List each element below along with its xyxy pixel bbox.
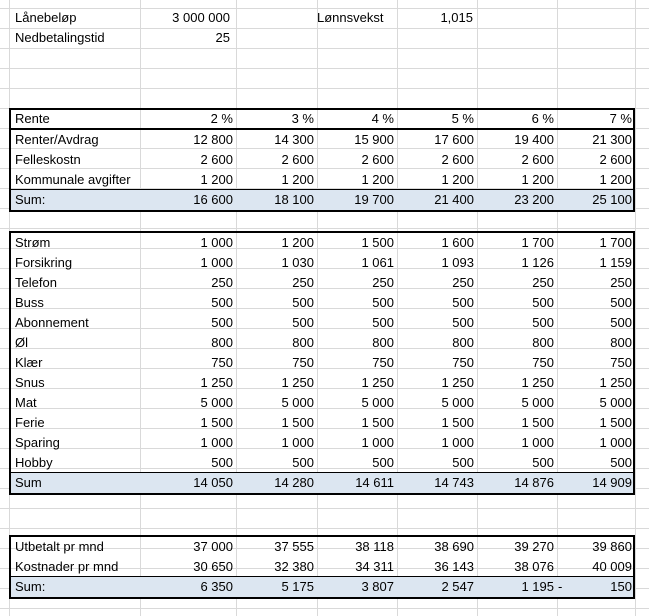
table2-row-cell[interactable]: 1 500 xyxy=(361,415,394,430)
table2-sum-cell[interactable]: 14 909 xyxy=(592,475,632,490)
gridline-horizontal xyxy=(0,88,649,89)
table2-row-cell[interactable]: 1 500 xyxy=(599,415,632,430)
table2-row-cell[interactable]: 750 xyxy=(372,355,394,370)
table2-row-cell[interactable]: 500 xyxy=(211,455,233,470)
gridline-horizontal xyxy=(0,228,649,229)
table2-row-cell[interactable]: 5 000 xyxy=(599,395,632,410)
table2-row-cell[interactable]: 800 xyxy=(452,335,474,350)
table2-row-cell[interactable]: 250 xyxy=(452,275,474,290)
table2-row-cell[interactable]: 1 250 xyxy=(361,375,394,390)
table2-row-cell[interactable]: 500 xyxy=(292,295,314,310)
rate-header-cell[interactable]: 2 % xyxy=(210,111,233,126)
table2-sum-label[interactable]: Sum xyxy=(15,475,42,490)
wage-growth-label[interactable]: Lønnsvekst xyxy=(317,10,384,25)
table2-row-cell[interactable]: 500 xyxy=(610,295,632,310)
table2-row-cell[interactable]: 5 000 xyxy=(361,395,394,410)
table3-row-cell[interactable]: 36 143 xyxy=(434,559,474,574)
table2-sum-cell[interactable]: 14 050 xyxy=(193,475,233,490)
table2-row-cell[interactable]: 800 xyxy=(532,335,554,350)
table2-row-cell[interactable]: 5 000 xyxy=(441,395,474,410)
table1-sum-cell[interactable]: 21 400 xyxy=(434,192,474,207)
table2-row-cell[interactable]: 1 000 xyxy=(200,255,233,270)
rate-header-cell[interactable]: 4 % xyxy=(371,111,394,126)
gridline-horizontal xyxy=(0,608,649,609)
table2-row-cell[interactable]: 1 000 xyxy=(521,435,554,450)
table3-row-cell[interactable]: 32 380 xyxy=(274,559,314,574)
table3-row-cell[interactable]: 38 118 xyxy=(355,539,394,554)
table2-row-label[interactable]: Klær xyxy=(15,355,43,370)
table2-row-cell[interactable]: 1 000 xyxy=(441,435,474,450)
table2-row-cell[interactable]: 800 xyxy=(292,335,314,350)
table2-row-cell[interactable]: 750 xyxy=(532,355,554,370)
table2-row-label[interactable]: Abonnement xyxy=(15,315,89,330)
table2-row-label[interactable]: Strøm xyxy=(15,235,51,250)
rate-header-cell[interactable]: 3 % xyxy=(291,111,314,126)
table1-row-label[interactable]: Kommunale avgifter xyxy=(15,172,131,187)
table2-row-cell[interactable]: 1 000 xyxy=(200,235,233,250)
table2-row-cell[interactable]: 500 xyxy=(292,455,314,470)
term-value[interactable]: 25 xyxy=(215,30,230,45)
table3-row-cell[interactable]: 38 076 xyxy=(514,559,554,574)
table2-row-cell[interactable]: 1 000 xyxy=(361,435,394,450)
rate-header-cell[interactable]: 6 % xyxy=(531,111,554,126)
table2-row-cell[interactable]: 1 126 xyxy=(521,255,554,270)
rate-header-cell[interactable]: 7 % xyxy=(609,111,632,126)
table2-row-cell[interactable]: 500 xyxy=(532,455,554,470)
table2-row-label[interactable]: Øl xyxy=(15,335,28,350)
table2-row-cell[interactable]: 1 250 xyxy=(441,375,474,390)
table1-row-cell[interactable]: 2 600 xyxy=(521,152,554,167)
table1-row-cell[interactable]: 19 400 xyxy=(514,132,554,147)
table2-row-label[interactable]: Mat xyxy=(15,395,37,410)
table1-row-cell[interactable]: 1 200 xyxy=(200,172,233,187)
table2-row-cell[interactable]: 250 xyxy=(372,275,394,290)
table2-row-cell[interactable]: 500 xyxy=(372,295,394,310)
table2-row-label[interactable]: Forsikring xyxy=(15,255,73,270)
table1-row-label[interactable]: Felleskostn xyxy=(15,152,81,167)
table3-row-cell[interactable]: 38 690 xyxy=(434,539,474,554)
table1-sum-cell[interactable]: 18 100 xyxy=(274,192,314,207)
table3-sum-cell[interactable]: 3 807 xyxy=(361,579,394,594)
table1-row-cell[interactable]: 2 600 xyxy=(361,152,394,167)
table3-sum-cell[interactable]: 6 350 xyxy=(200,579,233,594)
table2-row-cell[interactable]: 250 xyxy=(610,275,632,290)
table2-row-cell[interactable]: 1 700 xyxy=(521,235,554,250)
gridline-horizontal xyxy=(0,68,649,69)
table1-row-cell[interactable]: 1 200 xyxy=(281,172,314,187)
table2-row-cell[interactable]: 250 xyxy=(292,275,314,290)
gridline-horizontal xyxy=(0,508,649,509)
table3-row-cell[interactable]: 34 311 xyxy=(355,559,394,574)
table1-sum-label[interactable]: Sum: xyxy=(15,192,46,207)
table1-row-cell[interactable]: 1 200 xyxy=(599,172,632,187)
table2-row-cell[interactable]: 500 xyxy=(532,295,554,310)
table2-row-cell[interactable]: 1 500 xyxy=(281,415,314,430)
loan-label[interactable]: Lånebeløp xyxy=(15,10,77,25)
table2-sum-cell[interactable]: 14 743 xyxy=(434,475,474,490)
table1-row-cell[interactable]: 2 600 xyxy=(441,152,474,167)
table2-row-cell[interactable]: 5 000 xyxy=(200,395,233,410)
table2-row-cell[interactable]: 1 093 xyxy=(441,255,474,270)
table2-row-cell[interactable]: 1 250 xyxy=(599,375,632,390)
table2-row-cell[interactable]: 1 250 xyxy=(521,375,554,390)
table2-sum-cell[interactable]: 14 611 xyxy=(355,475,394,490)
table1-row-cell[interactable]: 15 900 xyxy=(354,132,394,147)
table2-row-cell[interactable]: 750 xyxy=(452,355,474,370)
table2-row-cell[interactable]: 1 061 xyxy=(361,255,394,270)
table2-row-cell[interactable]: 500 xyxy=(452,455,474,470)
table3-sum-cell[interactable]: 150 xyxy=(610,579,632,594)
table2-row-cell[interactable]: 500 xyxy=(610,315,632,330)
table2-row-cell[interactable]: 1 250 xyxy=(281,375,314,390)
table1-row-cell[interactable]: 1 200 xyxy=(361,172,394,187)
table2-row-cell[interactable]: 500 xyxy=(372,315,394,330)
wage-growth-value[interactable]: 1,015 xyxy=(440,10,473,25)
table2-row-label[interactable]: Telefon xyxy=(15,275,57,290)
table2-row-cell[interactable]: 1 500 xyxy=(200,415,233,430)
table3-sum-label[interactable]: Sum: xyxy=(15,579,46,594)
negative-sign: - xyxy=(558,579,563,594)
table2-row-cell[interactable]: 1 000 xyxy=(281,435,314,450)
table3-row-cell[interactable]: 39 270 xyxy=(514,539,554,554)
table2-row-cell[interactable]: 1 159 xyxy=(599,255,632,270)
table3-row-cell[interactable]: 30 650 xyxy=(193,559,233,574)
table1-row-cell[interactable]: 14 300 xyxy=(274,132,314,147)
table3-row-cell[interactable]: 37 000 xyxy=(193,539,233,554)
table1-sum-cell[interactable]: 16 600 xyxy=(193,192,233,207)
table2-row-cell[interactable]: 500 xyxy=(211,295,233,310)
table2-row-cell[interactable]: 250 xyxy=(211,275,233,290)
table2-row-label[interactable]: Buss xyxy=(15,295,44,310)
table1-row-cell[interactable]: 17 600 xyxy=(434,132,474,147)
table2-row-label[interactable]: Snus xyxy=(15,375,45,390)
table2-row-cell[interactable]: 1 500 xyxy=(361,235,394,250)
table1-row-cell[interactable]: 21 300 xyxy=(592,132,632,147)
table2-row-cell[interactable]: 750 xyxy=(211,355,233,370)
table2-row-cell[interactable]: 500 xyxy=(211,315,233,330)
table2-row-cell[interactable]: 500 xyxy=(452,295,474,310)
table2-sum-cell[interactable]: 14 876 xyxy=(514,475,554,490)
table2-row-cell[interactable]: 1 500 xyxy=(441,415,474,430)
table3-row-cell[interactable]: 37 555 xyxy=(274,539,314,554)
table2-sum-cell[interactable]: 14 280 xyxy=(274,475,314,490)
table2-row-label[interactable]: Hobby xyxy=(15,455,53,470)
table2-row-cell[interactable]: 5 000 xyxy=(521,395,554,410)
loan-value[interactable]: 3 000 000 xyxy=(172,10,230,25)
gridline-horizontal xyxy=(0,48,649,49)
table2-row-cell[interactable]: 1 200 xyxy=(281,235,314,250)
table1-sum-cell[interactable]: 19 700 xyxy=(354,192,394,207)
table3-sum-cell[interactable]: 2 547 xyxy=(441,579,474,594)
table2-row-cell[interactable]: 500 xyxy=(372,455,394,470)
table1-row-cell[interactable]: 2 600 xyxy=(599,152,632,167)
table3-row-cell[interactable]: 39 860 xyxy=(592,539,632,554)
table2-row-cell[interactable]: 5 000 xyxy=(281,395,314,410)
table1-row-cell[interactable]: 1 200 xyxy=(521,172,554,187)
table2-row-cell[interactable]: 1 250 xyxy=(200,375,233,390)
gridline-horizontal xyxy=(0,528,649,529)
table1-sum-cell[interactable]: 25 100 xyxy=(592,192,632,207)
table3-sum-cell[interactable]: 1 195 xyxy=(521,579,554,594)
table1-row-label[interactable]: Renter/Avdrag xyxy=(15,132,99,147)
table2-row-cell[interactable]: 500 xyxy=(292,315,314,330)
table1-sum-cell[interactable]: 23 200 xyxy=(514,192,554,207)
table2-row-cell[interactable]: 800 xyxy=(610,335,632,350)
table3-row-label[interactable]: Kostnader pr mnd xyxy=(15,559,119,574)
table1-row-cell[interactable]: 1 200 xyxy=(441,172,474,187)
table2-row-label[interactable]: Sparing xyxy=(15,435,60,450)
table3-row-label[interactable]: Utbetalt pr mnd xyxy=(15,539,104,554)
table2-row-cell[interactable]: 500 xyxy=(452,315,474,330)
table2-row-cell[interactable]: 1 600 xyxy=(441,235,474,250)
table2-row-cell[interactable]: 500 xyxy=(610,455,632,470)
table2-row-cell[interactable]: 1 500 xyxy=(521,415,554,430)
table2-row-cell[interactable]: 750 xyxy=(292,355,314,370)
table2-row-cell[interactable]: 1 000 xyxy=(200,435,233,450)
table3-sum-cell[interactable]: 5 175 xyxy=(281,579,314,594)
table2-row-cell[interactable]: 750 xyxy=(610,355,632,370)
table1-row-cell[interactable]: 2 600 xyxy=(200,152,233,167)
table2-row-cell[interactable]: 1 030 xyxy=(281,255,314,270)
table2-row-cell[interactable]: 1 700 xyxy=(599,235,632,250)
table2-row-label[interactable]: Ferie xyxy=(15,415,45,430)
table2-row-cell[interactable]: 250 xyxy=(532,275,554,290)
table2-row-cell[interactable]: 800 xyxy=(372,335,394,350)
table2-row-cell[interactable]: 800 xyxy=(211,335,233,350)
gridline-vertical xyxy=(635,0,636,616)
table2-row-cell[interactable]: 1 000 xyxy=(599,435,632,450)
table3-row-cell[interactable]: 40 009 xyxy=(592,559,632,574)
table1-row-cell[interactable]: 12 800 xyxy=(193,132,233,147)
rate-header-label[interactable]: Rente xyxy=(15,111,50,126)
table2-row-cell[interactable]: 500 xyxy=(532,315,554,330)
rate-header-cell[interactable]: 5 % xyxy=(451,111,474,126)
term-label[interactable]: Nedbetalingstid xyxy=(15,30,105,45)
table1-row-cell[interactable]: 2 600 xyxy=(281,152,314,167)
